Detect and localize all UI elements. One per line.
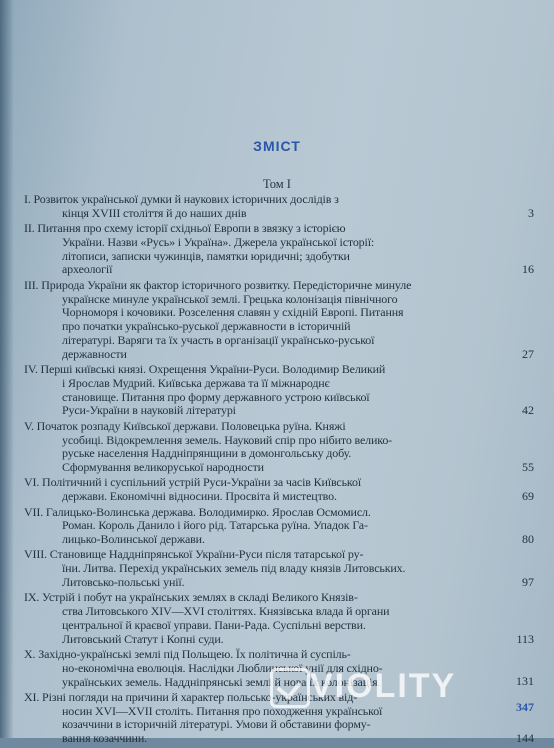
toc-entry xyxy=(24,476,534,504)
toc-entry-line: центральної й краєвої управи. Пани-Рада. Суспільні верстви. xyxy=(62,618,366,632)
toc-entry-line: ства Литовського XIV—XVI століттях. Князівська влада й органи xyxy=(62,605,390,619)
toc-entry-line: Руси-України в науковій літературі xyxy=(62,404,236,418)
toc-entry-line: державности xyxy=(62,347,127,361)
toc-entry-line: козаччини в історичній літературі. Умови й обставини форму- xyxy=(62,718,371,732)
toc-entry-line: I. Розвиток української думки й наукових історичних дослідів з xyxy=(24,193,339,206)
toc-entry-line: IV. Перші київські князі. Охрещення України-Руси. Володимир Великий xyxy=(24,363,386,377)
toc-entry-line: про початки українсько-руської державности в історичній xyxy=(62,320,351,334)
toc-entry xyxy=(24,420,534,475)
page-number-bottom: 347 xyxy=(516,700,534,714)
toc-entry-line: Сформування великоруської народности xyxy=(62,461,264,475)
toc-entry-line: IX. Устрій і побут на українських землях в складі Великого Князів- xyxy=(24,591,358,605)
toc-page-number: 16 xyxy=(522,262,534,277)
toc-entry-line: українських земель. Наддніпрянські землі й нова їх колонізація. xyxy=(62,675,381,689)
toc-page-number: 27 xyxy=(522,346,534,361)
toc-entry xyxy=(24,548,534,589)
toc-entry-line: археології xyxy=(62,263,113,277)
toc-entry-line: їни. Литва. Перехід українських земель під владу князів Литовських. xyxy=(62,562,406,576)
toc-page-number: 131 xyxy=(516,674,534,689)
toc-entry-line: но-економічна еволюція. Наслідки Люблинської унії для східно- xyxy=(62,661,383,675)
toc-entry-line: України. Назви «Русь» і Україна». Джерела української історії: xyxy=(62,235,375,249)
toc-entry xyxy=(24,193,534,221)
toc-entry-line: VII. Галицько-Волинська держава. Володимирко. Ярослав Осмомисл. xyxy=(24,505,371,519)
toc-entry-line: VI. Політичний і суспільний устрій Руси-України за часів Київської xyxy=(24,476,361,490)
toc-page-number: 55 xyxy=(522,459,534,474)
toc-entry-line: вання козаччини. xyxy=(62,732,147,746)
toc-entry-line: держави. Економічні відносини. Просвіта й мистецтво. xyxy=(62,490,337,504)
toc-page-number: 97 xyxy=(522,574,534,589)
toc-entry-line: і Ярослав Мудрий. Київська держава та її міжнароднє xyxy=(62,376,330,390)
toc-entry-line: кінця XVIII століття й до наших днів xyxy=(62,206,247,220)
toc-entry-line: V. Початок розпаду Київської держави. Половецька руїна. Княжі xyxy=(24,419,346,433)
toc-entry-line: носин XVI—XVII століть. Питання про походження української xyxy=(62,704,383,718)
toc-page-number: 144 xyxy=(516,731,534,746)
toc-entry-line: літературі. Варяги та їх участь в організації українсько-руської xyxy=(62,333,375,347)
table-of-contents xyxy=(24,193,534,748)
toc-entry-line: VIII. Становище Наддніпрянської України-Руси після татарської ру- xyxy=(24,548,364,562)
toc-entry-line: II. Питання про схему історії східньої Европи в звязку з історією xyxy=(24,222,346,236)
toc-entry-line: X. Західно-українські землі під Польщею. Їх політична й суспіль- xyxy=(24,648,351,661)
toc-entry-line: III. Природа України як фактор історичного розвитку. Передісторичне минуле xyxy=(24,278,412,292)
watermark-logo-icon xyxy=(270,668,310,708)
toc-entry xyxy=(24,222,534,277)
toc-page-number: 113 xyxy=(516,631,534,646)
watermark: VIOLITY xyxy=(310,667,457,705)
toc-entry-line: літописи, записки чужинців, памятки юридичні; здобутки xyxy=(62,249,350,263)
toc-entry-line: українске минуле української землі. Грецька колонізація північного xyxy=(62,292,398,306)
toc-entry-line: руське населення Наддніпрянщини в домонгольську добу. xyxy=(62,447,352,461)
toc-entry-line: Роман. Король Данило і його рід. Татарська руїна. Упадок Га- xyxy=(62,519,368,533)
volume-label: Том І xyxy=(263,177,291,191)
toc-entry xyxy=(24,506,534,547)
page-crease-shadow xyxy=(0,0,14,738)
toc-page-number: 3 xyxy=(528,205,534,220)
page-title: ЗМІСТ xyxy=(253,138,301,154)
toc-entry-line: XI. Різні погляди на причини й характер польсько-українських від- xyxy=(24,690,358,704)
toc-entry-line: усобиці. Відокремлення земель. Науковий спір про нібито велико- xyxy=(62,433,393,447)
toc-entry-line: лицько-Волинської держави. xyxy=(62,533,205,547)
toc-entry-line: Литовсько-польські унії. xyxy=(62,576,185,590)
toc-page-number: 80 xyxy=(522,531,534,546)
toc-entry xyxy=(24,279,534,362)
toc-entry xyxy=(24,591,534,646)
toc-entry-line: становище. Питання про форму державного устрою київської xyxy=(62,390,370,404)
toc-page-number: 42 xyxy=(522,403,534,418)
toc-entry-line: Литовський Статут і Копні суди. xyxy=(62,632,224,646)
toc-page-number: 69 xyxy=(522,489,534,504)
toc-entry xyxy=(24,363,534,418)
toc-entry-line: Чорноморя і кочовики. Розселення славян у східній Европі. Питання xyxy=(62,306,404,320)
